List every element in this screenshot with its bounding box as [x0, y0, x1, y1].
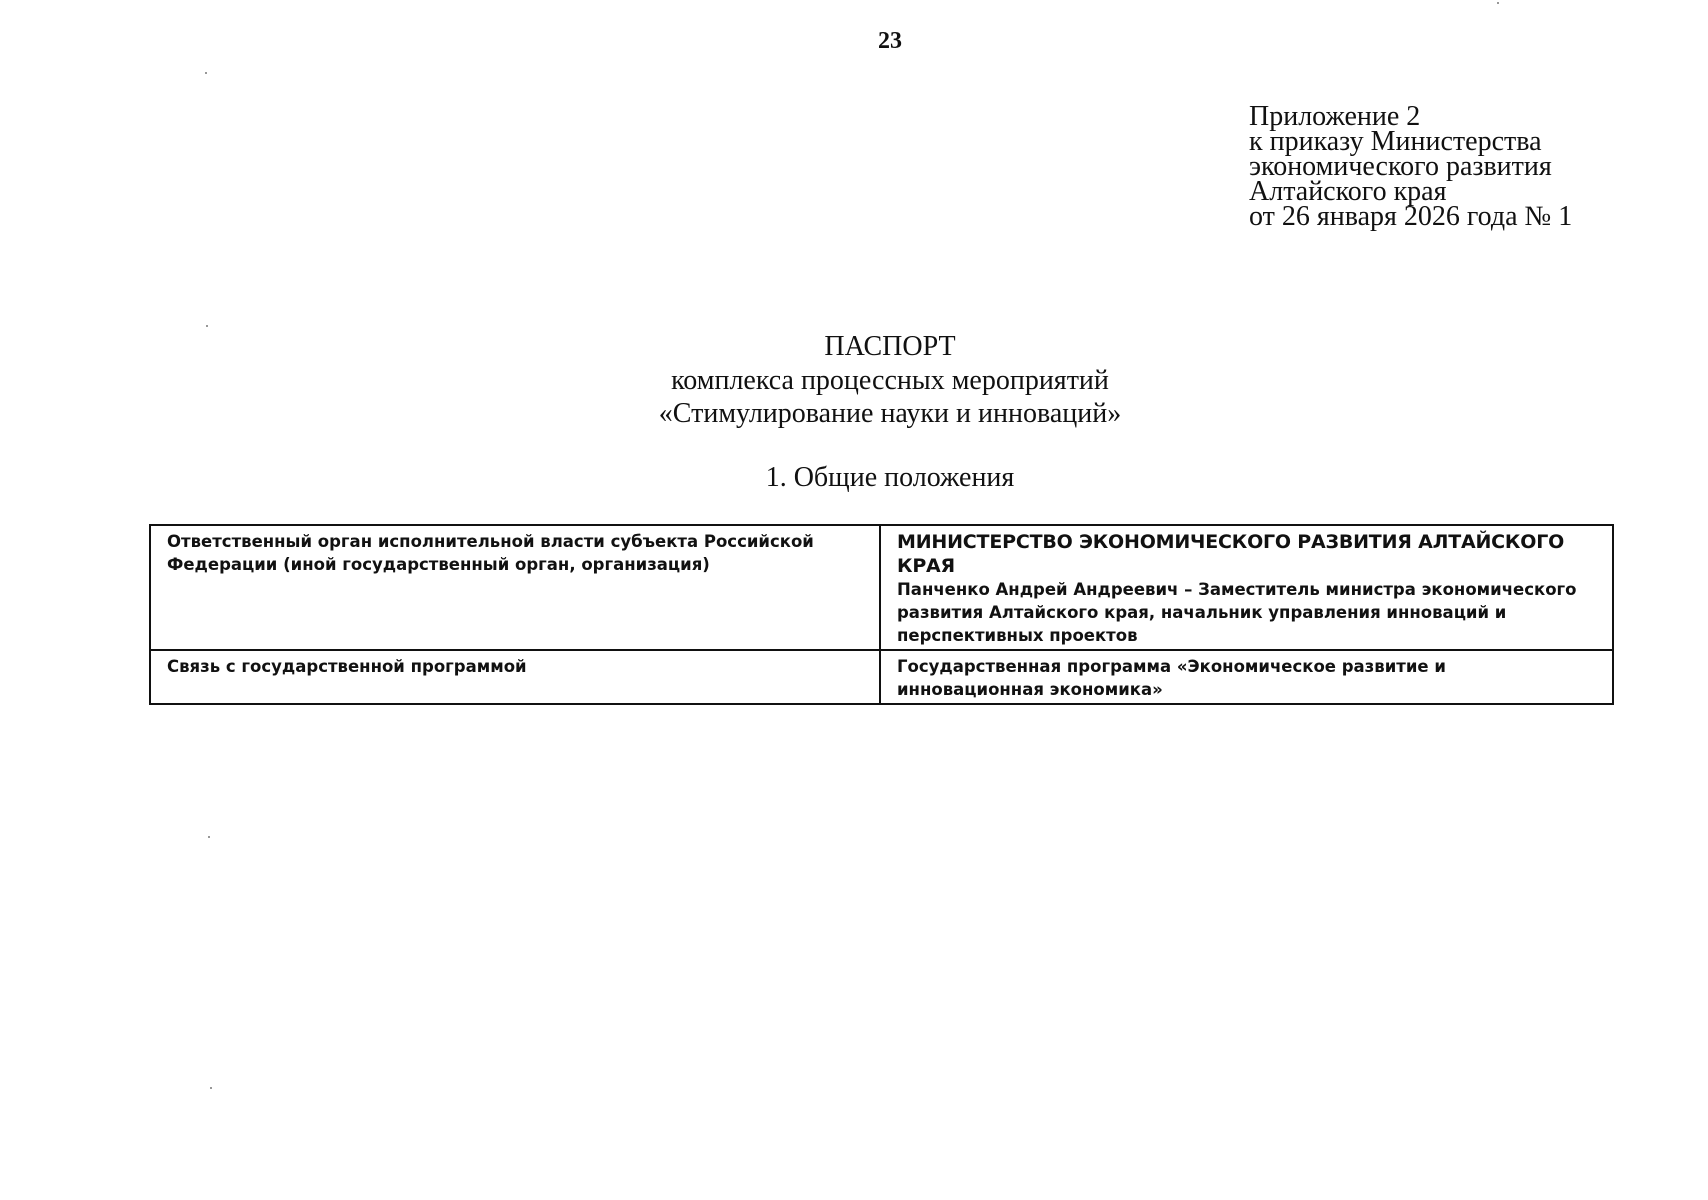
passport-subtitle: комплекса процессных мероприятий	[671, 365, 1109, 396]
table-cell-value	[880, 650, 1613, 704]
responsible-person: Панченко Андрей Андреевич – Заместитель министра экономического развития Алтайского края, начальник управления инноваций и перспективных проектов	[897, 580, 1577, 645]
passport-title: ПАСПОРТ	[824, 331, 956, 362]
appendix-line-5: от 26 января 2026 года № 1	[1249, 201, 1573, 232]
passport-name: «Стимулирование науки и инноваций»	[658, 398, 1122, 429]
scan-speck	[1497, 2, 1499, 4]
appendix-block	[1249, 101, 1689, 232]
table-cell-label	[150, 525, 880, 650]
state-program-link-label: Связь с государственной программой	[167, 657, 527, 676]
appendix-line-4: Алтайского края	[1249, 176, 1447, 207]
scan-speck	[208, 836, 210, 838]
table-row	[150, 650, 1613, 704]
page-number: 23	[878, 28, 902, 54]
scan-speck	[206, 325, 208, 327]
appendix-line-1: Приложение 2	[1249, 101, 1421, 132]
general-provisions-table	[149, 524, 1614, 705]
scan-speck	[205, 72, 207, 74]
appendix-line-3: экономического развития	[1249, 151, 1552, 182]
responsible-body-label: Ответственный орган исполнительной власти субъекта Российской Федерации (иной государственный орган, организация)	[167, 532, 814, 574]
scan-speck	[210, 1087, 212, 1089]
table-cell-label	[150, 650, 880, 704]
section-title: 1. Общие положения	[765, 462, 1015, 493]
ministry-name: МИНИСТЕРСТВО ЭКОНОМИЧЕСКОГО РАЗВИТИЯ АЛТАЙСКОГО КРАЯ	[897, 531, 1565, 577]
table-row	[150, 525, 1613, 650]
appendix-line-2: к приказу Министерства	[1249, 126, 1542, 157]
table-cell-value	[880, 525, 1613, 650]
state-program-name: Государственная программа «Экономическое развитие и инновационная экономика»	[897, 657, 1446, 699]
